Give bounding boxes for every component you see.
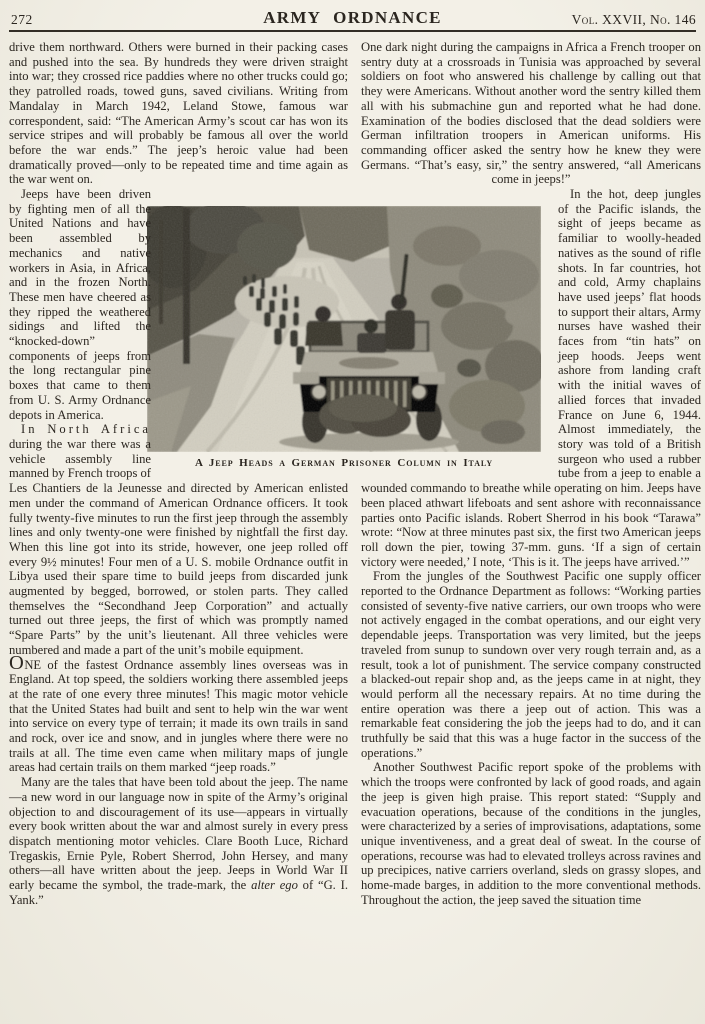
left-column [9,40,348,907]
photo-wrap-spacer-right [361,187,558,479]
paragraph-body: of “G. I. Yank.” [9,878,348,907]
page-number: 272 [11,12,33,27]
right-column [361,40,701,907]
left-paragraph-4 [9,651,348,776]
paragraph-lead: In North Africa [21,422,151,437]
right-paragraph-2: In the hot, deep jungles of the Pacific islands, the sight of jeeps became as familiar to woolly-headed natives as the sound of rifle shots. In far countries, hot and cold, Army chaplains have used jeeps’ flat hoods to support their altars, Army nurses have washed their faces from “tin hats” on jeep hoods. Jeeps went ashore from landing craft with the initial waves of allied forces that invaded France on June 6, 1944. Almost immediately, the story was told of a British surgeon who used a rubber tube from a jeep to enable a wounded commando to breathe while operating on him. Jeeps have been placed athwart lifeboats and sent ashore with reconnaissance parties onto Pacific islands. Robert Sherrod in his book “Tarawa” wrote: “Now at three minutes past six, the first two American jeeps roll down the pier, towing 37-mm. guns. ‘If a sign of certain victory were needed,’ I note, ‘This is it. The jeeps have arrived.’” [361,187,701,569]
photo-caption: A Jeep Heads a German Prisoner Column in Italy [194,457,494,469]
right-paragraph-3: From the jungles of the Southwest Pacific one supply officer reported to the Ordnance Department as follows: “Working parties consisted of seventy-five native carriers, our own troops who were not actively engaged in the combat operations, and our eight very dependable jeeps. Transportation was very limited, but the jeeps traveled from sunup to sundown over very rough terrain and, as a result, took a lot of punishment. The service company constructed a blacked-out repair shop and, as the jeeps came in at night, they would perform all the necessary repairs. At no time during the entire operation was there a jeep out of action. This was a remarkable feat considering the job the jeeps had to do, and it can truthfully be said that this was a huge factor in the success of the operations.” [361,569,701,760]
paragraph-body: Many are the tales that have been told about the jeep. The name—a new word in our language now in spite of the Army’s original objection to and discouragement of its use—appears in virtually every book written about the war and almost surely in every press dispatch mentioning motor vehicles. Clare Booth Luce, Richard Tregaskis, Ernie Pyle, Robert Sherrod, John Hersey, and many others—all have written about the jeep. Jeeps in World War II early became the symbol, the trade-mark, the [9,775,348,893]
volume-issue: Vol. XXVII, No. 146 [571,12,696,27]
left-paragraph-2: Jeeps have been driven by fighting men of all the United Nations and have been assembled by mechanics and native workers in Asia, in Africa, and in the frozen North. These men have cheered as they ripped the weathered sidings and lifted the “knocked-down” components of jeeps from the long rectangular pine boxes that came to them from U. S. Army Ordnance depots in America. [9,187,151,422]
left-paragraph-1: drive them northward. Others were burned in their packing cases and pushed into the sea. By hundreds they were driven straight into war; they crossed rice paddies where no other trucks could go; they patrolled roads, towed guns, saved civilians. Writing from Mandalay in March 1942, Leland Stowe, famous war correspondent, said: “The American Army’s scout car has won its service stripes and will probably be famous all over the world before the war ends.” The jeep’s heroic value had been dramatically proved—only to be repeated time and time again as the war went on. [9,40,348,187]
initial-capital: O [9,651,25,674]
paragraph-body: during the war there was a vehicle assembly line manned by French troops of Les Chantiers de la Jeunesse and directed by American enlisted men under the command of American Ordnance officers. It took fully twenty-five minutes to run the first jeep through the assembly lines and only twenty-one were finished by nightfall the first day. When this line got into its stride, however, one jeep rolled off every 9½ minutes! Four men of a U. S. mobile Ordnance outfit in Libya used their spare time to build jeeps from discarded junk augmented by begged, borrowed, or stolen parts. They called themselves the “Secondhand Jeep Corporation” and actually turned out three jeeps, the first of which was promptly named “Spare Parts” by the unit’s lieutenant. All three vehicles were numbered and made a part of the unit’s mobile equipment. [9,436,348,657]
page-header [9,5,696,32]
photo-wrap-spacer-left [151,187,348,479]
right-paragraph-1: One dark night during the campaigns in Africa a French trooper on sentry duty at a crossroads in Tunisia was approached by several soldiers on foot who answered his challenge by calling out that they were Americans. Without another word the sentry killed them all with his submachine gun and reported what he had done. Examination of the bodies disclosed that the dead soldiers were German infiltration troopers in American uniforms. His commanding officer asked the sentry how he knew they were Germans. “That’s easy, sir,” the sentry answered, “all Americans come in jeeps!” [361,40,701,187]
paragraph-body: NE of the fastest Ordnance assembly lines overseas was in England. At top speed, the soldiers working there assembled jeeps at the rate of one every three minutes! This magic motor vehicle that the United States had built and sent to help win the war went into service on every type of terrain; it made its own trails in sand and rock, over ice and snow, and in jungles where there were no trails at all. The time even came when military maps of jungle areas had certain trails on them marked “jeep roads.” [9,657,348,775]
left-paragraph-5 [9,775,348,907]
journal-title: ARMY ORDNANCE [263,8,442,27]
right-paragraph-4: Another Southwest Pacific report spoke of the problems with which the troops were confronted by lack of good roads, and again the jeep is given high praise. This report stated: “Supply and evacuation operations, because of the conditions in the jungles, were characterized by a series of improvisations, adaptations, some unique inventiveness, and a great deal of sweat. In the course of operations, recourse was had to elevated trolleys across ravines and up precipices, native carriers overland, sleds on grassy slopes, and home-made barges, in addition to the more conventional methods. Throughout the action, the jeep saved the situation time [361,760,701,907]
italic-phrase: alter ego [251,878,298,893]
